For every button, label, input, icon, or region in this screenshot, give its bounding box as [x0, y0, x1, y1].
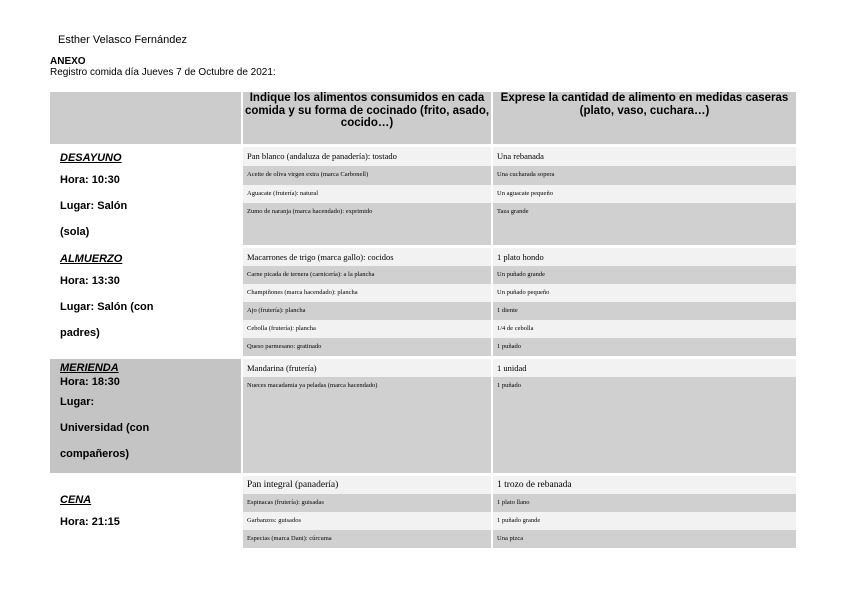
food-item: Nueces macadamia ya peladas (marca hacendado): [242, 377, 492, 475]
meal-place: Lugar:: [60, 396, 95, 408]
header-quantity: Exprese la cantidad de alimento en medidas caseras (plato, vaso, cuchara…): [492, 92, 796, 146]
food-quantity: Un puñado grande: [492, 266, 796, 284]
food-quantity: 1 puñado: [492, 377, 796, 475]
food-quantity: 1 unidad: [492, 358, 796, 378]
meal-time: Hora: 10:30: [60, 174, 120, 186]
food-item: Garbanzos: guisados: [242, 512, 492, 530]
food-item: Macarrones de trigo (marca gallo): cocidos: [242, 247, 492, 267]
meal-company: (sola): [60, 226, 90, 238]
food-quantity: Una cucharada sopera: [492, 166, 796, 185]
meal-time: Hora: 18:30: [60, 376, 120, 388]
food-log-table: [50, 92, 796, 548]
meal-cell-desayuno: [50, 146, 242, 247]
food-item: Mandarina (frutería): [242, 358, 492, 378]
food-item: Queso parmesano: gratinado: [242, 338, 492, 358]
meal-cell-almuerzo: [50, 247, 242, 358]
table-header-row: [50, 92, 796, 146]
author-name: Esther Velasco Fernández: [58, 34, 188, 46]
header-foods: Indique los alimentos consumidos en cada comida y su forma de cocinado (frito, asado, cocido…): [242, 92, 492, 146]
food-quantity: Un aguacate pequeño: [492, 185, 796, 204]
meal-cell-cena: [50, 475, 242, 549]
food-quantity: Una rebanada: [492, 146, 796, 166]
food-quantity: 1 plato llano: [492, 494, 796, 512]
table-row: [50, 475, 796, 495]
food-item: Ajo (frutería): plancha: [242, 302, 492, 320]
table-row: [50, 358, 796, 378]
meal-time: Hora: 21:15: [60, 516, 120, 528]
table-row: [50, 146, 796, 166]
food-item: Aguacate (frutería): natural: [242, 185, 492, 204]
food-quantity: 1 plato hondo: [492, 247, 796, 267]
meal-name: CENA: [60, 494, 92, 506]
food-quantity: 1/4 de cebolla: [492, 320, 796, 338]
food-quantity: Una pizca: [492, 530, 796, 548]
food-quantity: 1 puñado: [492, 338, 796, 358]
food-quantity: Taza grande: [492, 203, 796, 246]
food-item: Champiñones (marca hacendado): plancha: [242, 284, 492, 302]
food-item: Espinacas (frutería): guisadas: [242, 494, 492, 512]
food-quantity: 1 diente: [492, 302, 796, 320]
food-item: Zumo de naranja (marca hacendado): exprimido: [242, 203, 492, 246]
food-item: Cebolla (frutería): plancha: [242, 320, 492, 338]
annex-subtitle: Registro comida día Jueves 7 de Octubre de 2021:: [50, 67, 276, 78]
meal-company: compañeros): [60, 448, 130, 460]
food-item: Pan blanco (andaluza de panadería): tostado: [242, 146, 492, 166]
meal-place: Lugar: Salón (con: [60, 301, 154, 313]
food-quantity: 1 trozo de rebanada: [492, 475, 796, 495]
header-empty: [50, 92, 242, 146]
food-item: Especias (marca Dani): cúrcuma: [242, 530, 492, 548]
food-quantity: 1 puñado grande: [492, 512, 796, 530]
meal-name: DESAYUNO: [60, 152, 122, 164]
table-row: [50, 247, 796, 267]
meal-name: MERIENDA: [60, 362, 119, 374]
annex-block: [50, 56, 276, 78]
meal-place: Lugar: Salón: [60, 200, 128, 212]
food-item: Pan integral (panadería): [242, 475, 492, 495]
meal-name: ALMUERZO: [60, 253, 123, 265]
food-item: Aceite de oliva virgen extra (marca Carbonell): [242, 166, 492, 185]
food-item: Carne picada de ternera (carnicería): a la plancha: [242, 266, 492, 284]
meal-cell-merienda: [50, 358, 242, 475]
annex-title: ANEXO: [50, 56, 86, 67]
meal-company: padres): [60, 327, 100, 339]
meal-time: Hora: 13:30: [60, 275, 120, 287]
food-quantity: Un puñado pequeño: [492, 284, 796, 302]
meal-company: Universidad (con: [60, 422, 150, 434]
